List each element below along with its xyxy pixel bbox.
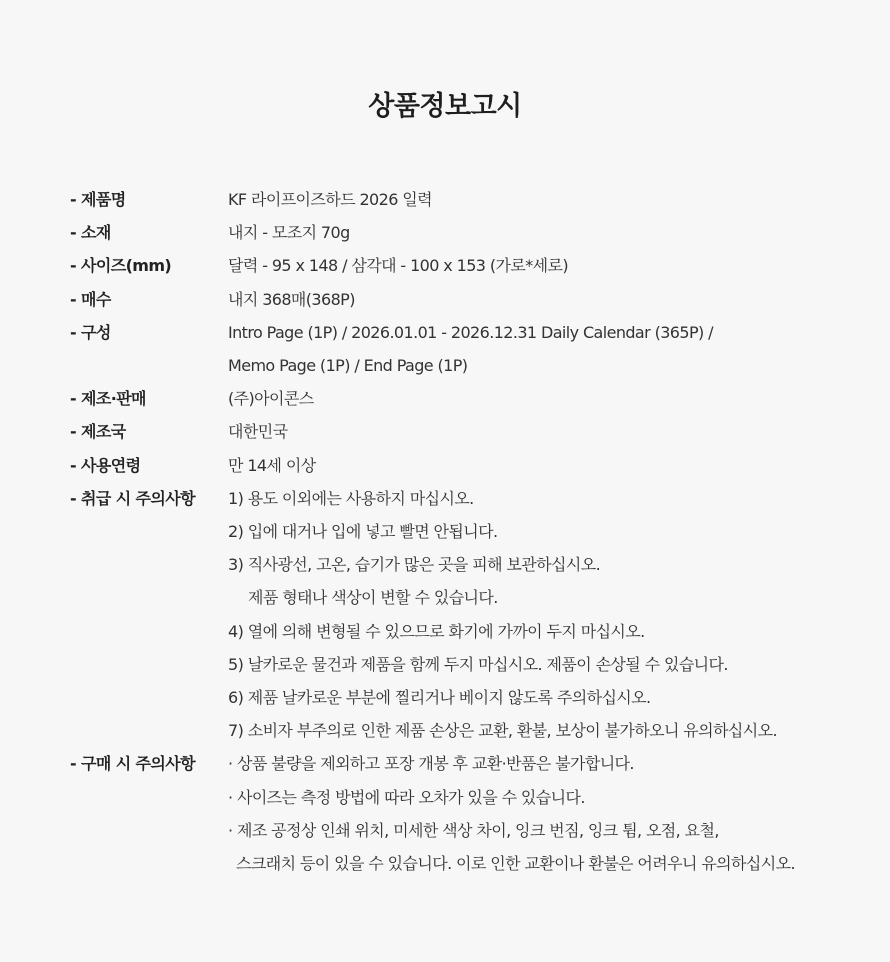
row-label: - 소재 (70, 223, 111, 243)
row-label: - 취급 시 주의사항 (70, 488, 195, 508)
value-line: Intro Page (1P) / 2026.01.01 - 2026.12.31 Daily Calendar (365P) / (228, 322, 713, 342)
row-manufacturer (70, 382, 860, 415)
row-sheet-count (70, 283, 860, 316)
row-value (228, 449, 860, 482)
row-label: - 제조국 (70, 422, 126, 442)
row-label: - 사이즈(mm) (70, 256, 172, 276)
value-line: (주)아이콘스 (228, 389, 314, 409)
value-line: 4) 열에 의해 변형될 수 있으므로 화기에 가까이 두지 마십시오. (228, 621, 645, 641)
page-title: 상품정보고시 (368, 91, 522, 122)
value-line: KF 라이프이즈하드 2026 일력 (228, 190, 432, 209)
row-label: - 구매 시 주의사항 (70, 754, 195, 774)
row-value (228, 283, 860, 316)
row-value (228, 249, 860, 282)
row-age (70, 449, 860, 482)
row-value (228, 216, 860, 249)
row-label: - 제품명 (70, 190, 126, 209)
value-line: 1) 용도 이외에는 사용하지 마십시오. (228, 488, 474, 508)
row-label: - 매수 (70, 289, 111, 309)
value-line: · 제조 공정상 인쇄 위치, 미세한 색상 차이, 잉크 번짐, 잉크 튐, 오점, 요철, (228, 820, 719, 840)
value-line: 5) 날카로운 물건과 제품을 함께 두지 마십시오. 제품이 손상될 수 있습니다. (228, 654, 728, 674)
row-label: - 제조·판매 (70, 389, 146, 409)
value-line: 대한민국 (228, 422, 288, 442)
value-line: 7) 소비자 부주의로 인한 제품 손상은 교환, 환불, 보상이 불가하오니 유의하십시오. (228, 721, 777, 741)
row-label: - 사용연령 (70, 455, 141, 475)
value-line: 만 14세 이상 (228, 455, 316, 475)
value-line: · 상품 불량을 제외하고 포장 개봉 후 교환·반품은 불가합니다. (228, 754, 634, 774)
row-purchase-cautions (70, 747, 860, 880)
row-value (228, 382, 860, 415)
value-line: 3) 직사광선, 고온, 습기가 많은 곳을 피해 보관하십시오. (228, 555, 601, 575)
row-value (228, 747, 860, 880)
value-line: Memo Page (1P) / End Page (1P) (228, 356, 468, 376)
row-composition (70, 316, 860, 382)
row-size (70, 249, 860, 282)
row-value (228, 415, 860, 448)
value-line: 6) 제품 날카로운 부분에 찔리거나 베이지 않도록 주의하십시오. (228, 688, 651, 708)
info-table (70, 183, 860, 880)
row-value (228, 316, 860, 382)
row-value (228, 482, 860, 748)
row-label: - 구성 (70, 322, 111, 342)
value-line: 스크래치 등이 있을 수 있습니다. 이로 인한 교환이나 환불은 어려우니 유의하십시오. (236, 854, 795, 874)
value-line: 내지 368매(368P) (228, 289, 355, 309)
value-line: · 사이즈는 측정 방법에 따라 오차가 있을 수 있습니다. (228, 787, 585, 807)
row-handling-cautions (70, 482, 860, 748)
value-line: 달력 - 95 x 148 / 삼각대 - 100 x 153 (가로*세로) (228, 256, 568, 276)
row-material (70, 216, 860, 249)
row-country (70, 415, 860, 448)
row-value (228, 183, 860, 216)
row-product-name (70, 183, 860, 216)
value-line: 2) 입에 대거나 입에 넣고 빨면 안됩니다. (228, 522, 498, 542)
value-line: 내지 - 모조지 70g (228, 223, 350, 243)
value-line: 제품 형태나 색상이 변할 수 있습니다. (248, 588, 498, 608)
